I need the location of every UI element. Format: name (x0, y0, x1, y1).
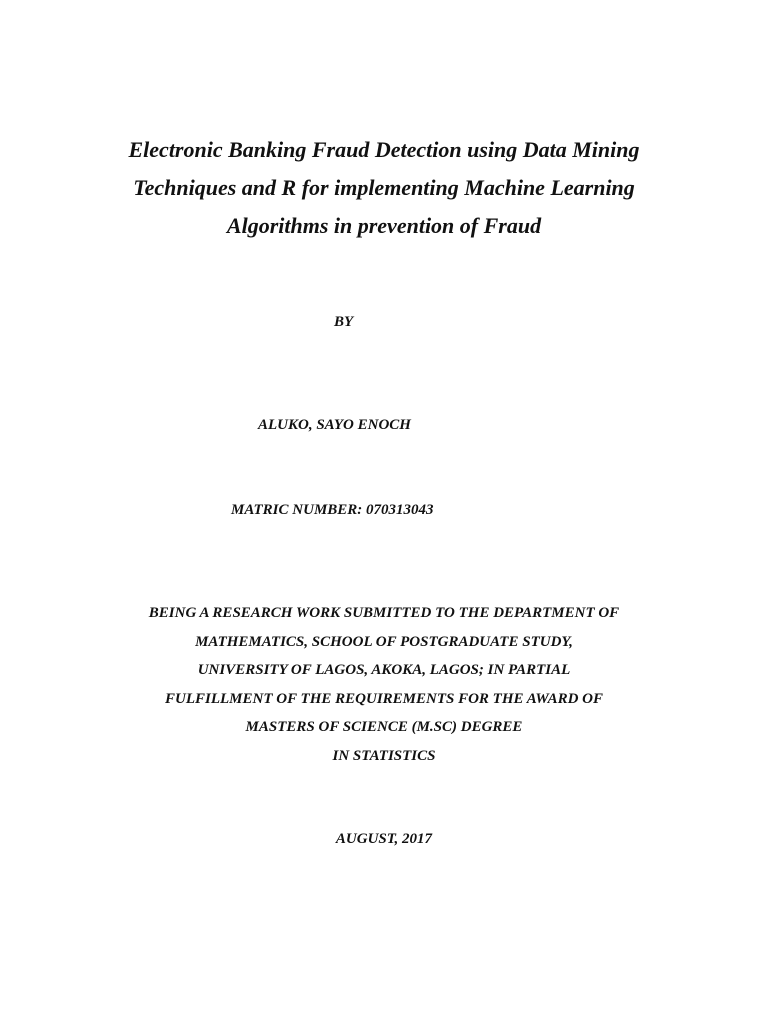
title-line-1: Electronic Banking Fraud Detection using Data Mining (128, 137, 640, 162)
submission-date: AUGUST, 2017 (335, 831, 433, 847)
title-line-2: Techniques and R for implementing Machine Learning (133, 175, 635, 200)
submission-line-4: FULFILLMENT OF THE REQUIREMENTS FOR THE AWARD OF (164, 690, 603, 707)
title-line-3: Algorithms in prevention of Fraud (226, 213, 542, 238)
thesis-title (84, 131, 684, 245)
submission-line-1: BEING A RESEARCH WORK SUBMITTED TO THE DEPARTMENT OF (148, 605, 620, 621)
author-name: ALUKO, SAYO ENOCH (258, 417, 411, 433)
submission-line-6: IN STATISTICS (332, 747, 436, 764)
submission-statement (84, 599, 684, 770)
submission-line-2: MATHEMATICS, SCHOOL OF POSTGRADUATE STUDY, (195, 633, 573, 650)
by-label: BY (334, 314, 354, 330)
matric-number: MATRIC NUMBER: 070313043 (231, 502, 434, 518)
submission-line-3: UNIVERSITY OF LAGOS, AKOKA, LAGOS; IN PARTIAL (197, 662, 571, 678)
submission-line-5: MASTERS OF SCIENCE (M.SC) DEGREE (245, 719, 523, 735)
